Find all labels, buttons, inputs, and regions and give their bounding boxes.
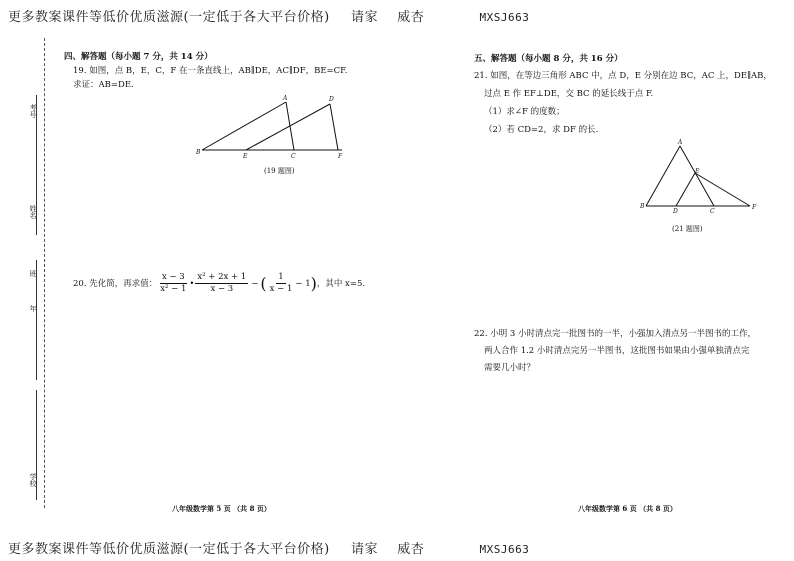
q21-sub1: （1）求∠F 的度数； <box>484 107 565 117</box>
right-page-footer: 八年级数学第 6 页 （共 8 页） <box>578 504 677 513</box>
q21-sub2: （2）若 CD=2，求 DF 的长. <box>484 125 599 135</box>
sidebar-label-name: 姓名 <box>29 205 37 219</box>
q22-line1: 22. 小明 3 小时清点完一批图书的一半，小强加入清点另一半图书的工作， <box>474 329 757 339</box>
banner-text: 更多教案课件等低价优质滋源(一定低于各大平台价格) <box>8 10 330 25</box>
q20-fraction-2 <box>195 272 248 295</box>
left-page-footer: 八年级数学第 5 页 （共 8 页） <box>172 504 271 513</box>
q21-point-c: C <box>710 208 715 215</box>
q19-line2: 求证：AB=DE. <box>73 80 134 90</box>
fraction-denominator: x − 1 <box>269 284 293 294</box>
top-banner <box>8 6 529 25</box>
q19-caption: (19 题图) <box>264 167 295 175</box>
q19-point-c: C <box>291 153 296 160</box>
banner-contact-name: 威杏 <box>397 10 425 25</box>
binding-line <box>44 38 46 508</box>
q22-line3: 需要几小时？ <box>484 363 536 373</box>
fraction-denominator: x² − 1 <box>160 284 187 294</box>
q21-figure <box>636 136 766 216</box>
banner-contact-label: 请家 <box>350 542 378 557</box>
q20-dot: • <box>189 278 195 289</box>
banner-code: MXSJ663 <box>479 11 530 24</box>
fraction-numerator: x² + 2x + 1 <box>197 272 247 282</box>
section-five-title: 五、解答题（每小题 8 分，共 16 分） <box>474 54 623 64</box>
sidebar-label-grade: 年 <box>29 305 37 312</box>
q21-point-a: A <box>678 139 683 146</box>
q21-caption: (21 题图) <box>672 225 703 233</box>
q19-point-b: B <box>196 149 201 156</box>
banner-contact-label: 请家 <box>350 10 378 25</box>
q19-point-e: E <box>243 153 248 160</box>
q21-point-f: F <box>752 204 757 211</box>
q21-point-d: D <box>673 208 678 215</box>
q19-point-d: D <box>329 96 334 103</box>
sidebar-label-exam-number: 考号 <box>29 104 37 118</box>
q20-inner: − 1 <box>295 278 311 289</box>
q20-open-paren: ( <box>260 273 267 293</box>
q19-figure <box>190 90 360 170</box>
q20-prefix: 20. 先化简，再求值： <box>73 278 158 289</box>
q20-close-paren: ) <box>310 273 317 293</box>
q19-line1: 19. 如图，点 B，E，C，F 在一条直线上，AB∥DE，AC∥DF，BE=CF. <box>73 66 348 76</box>
banner-contact-name: 威杏 <box>397 542 425 557</box>
fraction-numerator: x − 3 <box>161 272 185 282</box>
fraction-denominator: x − 3 <box>210 284 234 294</box>
sidebar-label-class: 班 <box>29 270 37 277</box>
fraction-numerator: 1 <box>278 272 284 282</box>
q21-line2: 过点 E 作 EF⊥DE，交 BC 的延长线于点 F. <box>484 89 654 99</box>
q21-line1: 21. 如图，在等边三角形 ABC 中，点 D，E 分别在边 BC，AC 上，DE∥AB， <box>474 71 772 81</box>
sidebar-blank-line <box>36 260 37 380</box>
q20-suffix: ，其中 x=5. <box>316 278 366 289</box>
section-four-title: 四、解答题（每小题 7 分，共 14 分） <box>64 52 213 62</box>
q20-fraction-3 <box>268 272 295 295</box>
q19-point-f: F <box>338 153 343 160</box>
q22-line2: 两人合作 1.2 小时清点完另一半图书，这批图书如果由小强单独清点完 <box>484 346 750 356</box>
sidebar-label-school: 学校 <box>29 473 37 487</box>
q20-fraction-1 <box>158 272 188 295</box>
q21-point-b: B <box>640 203 645 210</box>
q19-point-a: A <box>283 95 288 102</box>
banner-code: MXSJ663 <box>479 543 530 556</box>
bottom-banner <box>8 538 529 557</box>
q20-expression <box>73 272 365 295</box>
q21-point-e: E <box>695 168 700 175</box>
q20-minus: − <box>251 278 259 289</box>
banner-text: 更多教案课件等低价优质滋源(一定低于各大平台价格) <box>8 542 330 557</box>
